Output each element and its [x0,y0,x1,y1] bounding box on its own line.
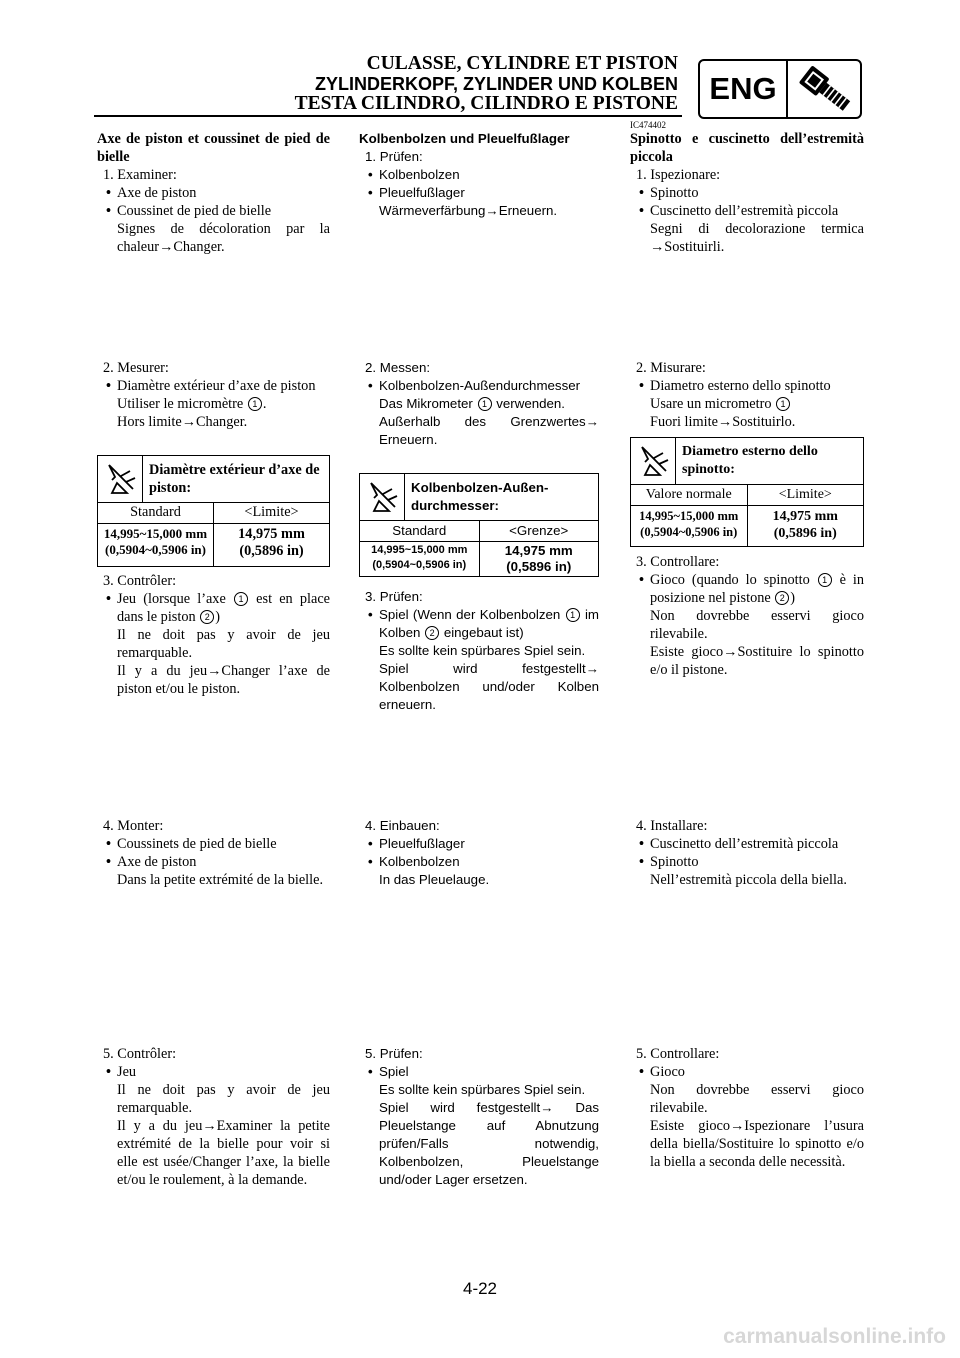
it-step-1-note: Segni di decolorazione termica →Sostituirli. [650,221,864,255]
it-spec-header [631,484,863,506]
de-step-5-note-2: Spiel wird festgestellt→ Das Pleuelstange auf Abnutzung prüfen/Falls notwendig, Kolbenbolzen, Pleuelstange und/oder Lager ersetzen. [379,1100,599,1187]
fr-step-3: 3. Contrôler: [103,573,177,589]
it-spec-lim-mm: 14,975 mm [772,509,838,524]
page-number: 4-22 [462,1279,498,1298]
it-spec-lim-in: (0,5896 in) [773,526,837,541]
it-step-5-item-1: • Gioco [630,1063,864,1081]
spec-divider [404,474,405,520]
de-step-4-note: In das Pleuelauge. [379,872,490,887]
de-step-4: 4. Einbauen: [365,818,440,833]
de-step-3-note-1: Es sollte kein spürbares Spiel sein. [379,643,586,658]
caliper-icon [106,462,136,496]
de-spec-header [360,520,598,542]
it-spec-standard-value [631,505,748,546]
it-section-4 [630,817,864,889]
section-badge-label: ENG [709,71,777,106]
de-spec-lim-mm: 14,975 mm [504,543,573,558]
fr-step-4-item-2: • Axe de piston [97,853,330,871]
de-spec-limit-value [480,541,599,576]
it-step-2-tool [630,395,864,413]
it-section-2 [630,359,864,431]
spec-divider [675,438,676,484]
section-badge [698,59,862,119]
fr-step-5-note-1: Il ne doit pas y avoir de jeu remarquable. [117,1082,330,1116]
it-section-1 [630,130,864,256]
it-step-4-item-1: • Cuscinetto dell’estremità piccola [630,835,864,853]
engine-bolt-icon [794,65,858,115]
watermark: carmanualsonline.info [723,1325,946,1348]
fr-step-3-text-a: Jeu (lorsque l’axe [117,591,226,607]
caliper-icon [368,480,398,514]
de-step-4-item-2: • Kolbenbolzen [359,853,599,871]
fr-step-1-note: Signes de décoloration par la chaleur→Changer. [117,221,330,255]
de-step-3-text-a: Spiel (Wenn der Kolbenbolzen [379,607,561,622]
it-step-3: 3. Controllare: [636,554,720,570]
fr-spec-std-in: (0,5904~0,5906 in) [104,542,206,557]
callout-2: 2 [425,626,439,640]
fr-step-3-item-1 [97,590,330,626]
it-section-3 [630,553,864,679]
de-step-1-item-2: • Pleuelfußlager [359,184,599,202]
de-spec-values [360,541,598,576]
it-spec-std-in: (0,5904~0,5906 in) [640,525,738,539]
it-step-3-text-c: ) [790,590,796,606]
fr-step-2-item-1: • Diamètre extérieur d’axe de piston [97,377,330,395]
de-step-3-text-b: im Kolben [379,607,599,640]
fr-step-3-note-1: Il ne doit pas y avoir de jeu remarquable. [117,627,330,661]
de-step-5-note-1: Es sollte kein spürbares Spiel sein. [379,1082,586,1097]
de-spec-col-limit: <Grenze> [509,523,569,538]
callout-1: 1 [776,397,790,411]
fr-heading: Axe de piston et coussinet de pied de bielle [97,131,330,165]
de-step-1-note: Wärmeverfärbung→Erneuern. [379,203,558,218]
callout-2: 2 [200,610,214,624]
fr-step-2-tool [97,395,330,413]
it-spec-col-limit: <Limite> [778,487,832,502]
it-step-2-tool-text: Usare un micrometro [650,396,772,412]
de-spec-title: Kolbenbolzen-Außen-durchmesser: [411,480,549,513]
it-step-1-item-1: • Spinotto [630,184,864,202]
header-rule [94,115,682,117]
de-step-3: 3. Prüfen: [365,589,423,604]
de-section-2 [359,359,599,449]
de-spec-col-standard: Standard [360,521,480,541]
fr-step-5-item-1: • Jeu [97,1063,330,1081]
de-step-3-text-c: eingebaut ist) [443,625,524,640]
it-step-2: 2. Misurare: [636,360,706,376]
it-step-5: 5. Controllare: [636,1046,720,1062]
fr-spec-col-standard: Standard [98,503,214,523]
fr-step-2: 2. Mesurer: [103,360,169,376]
fr-step-1-item-2: • Coussinet de pied de bielle [97,202,330,220]
de-section-5 [359,1045,599,1189]
it-heading: Spinotto e cuscinetto dell’estremità piccola [630,131,864,165]
fr-spec-values [98,523,329,566]
it-step-1: 1. Ispezionare: [636,167,721,183]
it-step-5-note-1: Non dovrebbe esservi gioco rilevabile. [650,1082,864,1116]
title-italian: TESTA CILINDRO, CILINDRO E PISTONE [294,93,678,114]
de-step-2-tool-b: verwenden. [496,396,565,411]
de-spec-lim-in: (0,5896 in) [506,559,572,574]
callout-1: 1 [248,397,262,411]
callout-2: 2 [775,591,789,605]
fr-section-2 [97,359,330,431]
fr-spec-standard-value [98,523,214,566]
spec-divider [142,456,143,502]
fr-section-3 [97,572,330,698]
callout-1: 1 [478,397,492,411]
fr-step-3-text-c: ) [215,609,220,625]
it-step-2-item-1: • Diametro esterno dello spinotto [630,377,864,395]
it-spec-box [630,437,864,547]
de-section-3 [359,588,599,714]
it-spec-limit-value [748,505,864,546]
fr-spec-header [98,502,329,524]
it-step-4-note: Nell’estremità piccola della biella. [650,872,847,888]
de-step-2: 2. Messen: [365,360,431,375]
fr-step-1-item-1: • Axe de piston [97,184,330,202]
it-spec-std-mm: 14,995~15,000 mm [639,509,739,523]
fr-step-4-item-1: • Coussinets de pied de bielle [97,835,330,853]
it-step-4-item-2: • Spinotto [630,853,864,871]
callout-1: 1 [566,608,580,622]
fr-step-2-tool-text: Utiliser le micromètre [117,396,244,412]
de-step-3-note-2: Spiel wird festgestellt→ Kolbenbolzen und/oder Kolben erneuern. [379,661,599,712]
it-step-3-text-a: Gioco (quando lo spinotto [650,572,810,588]
de-step-2-tool [359,395,599,413]
de-step-5: 5. Prüfen: [365,1046,423,1061]
de-heading: Kolbenbolzen und Pleuelfußlager [359,131,570,146]
de-section-1 [359,130,599,220]
it-step-3-text-b: è in posizione nel pistone [650,572,864,606]
fr-spec-std-mm: 14,995~15,000 mm [103,526,208,541]
fr-step-5-note-2: Il y a du jeu→Examiner la petite extrémité de la bielle pour voir si elle est usée/Changer l’axe, la bielle et/ou le roulement, à la demande. [117,1118,330,1188]
de-step-3-item-1 [359,606,599,642]
it-spec-col-standard: Valore normale [631,485,748,505]
fr-step-4: 4. Monter: [103,818,164,834]
fr-step-3-note-2: Il y a du jeu→Changer l’axe de piston et/ou le piston. [117,663,330,697]
it-step-4: 4. Installare: [636,818,708,834]
callout-1: 1 [818,573,832,587]
fr-step-2-limit: Hors limite→Changer. [117,414,248,430]
it-spec-values [631,505,863,546]
fr-step-3-text-b: est en place dans le piston [117,591,331,625]
title-german: ZYLINDERKOPF, ZYLINDER UND KOLBEN [314,74,678,94]
fr-step-1: 1. Examiner: [103,167,177,183]
fr-section-1 [97,130,330,256]
it-step-3-note-1: Non dovrebbe esservi gioco rilevabile. [650,608,864,642]
de-step-5-item-1: • Spiel [359,1063,599,1081]
de-step-1: 1. Prüfen: [365,149,423,164]
it-step-5-note-2: Esiste gioco→Ispezionare l’usura della biella/Sostituire lo spinotto e/o la biella a seconda delle necessità. [650,1118,864,1170]
de-spec-box [359,473,599,577]
de-step-2-limit: Außerhalb des Grenzwertes→ Erneuern. [379,414,599,447]
title-french: CULASSE, CYLINDRE ET PISTON [366,53,678,74]
it-step-1-item-2: • Cuscinetto dell’estremità piccola [630,202,864,220]
fr-step-5: 5. Contrôler: [103,1046,177,1062]
de-step-2-tool-a: Das Mikrometer [379,396,473,411]
de-step-4-item-1: • Pleuelfußlager [359,835,599,853]
fr-spec-lim-in: (0,5896 in) [239,543,304,559]
fr-step-2-tool-end: . [262,396,267,412]
fr-section-5 [97,1045,330,1189]
fr-spec-lim-mm: 14,975 mm [238,526,305,542]
it-spec-title: Diametro esterno dello spinotto: [682,444,818,477]
caliper-icon [639,444,669,478]
it-step-2-limit: Fuori limite→Sostituirlo. [650,414,796,430]
fr-section-4 [97,817,330,889]
it-step-3-note-2: Esiste gioco→Sostituire lo spinotto e/o il pistone. [650,644,864,678]
callout-1: 1 [234,592,248,606]
it-step-3-item-1 [630,571,864,607]
fr-spec-title: Diamètre extérieur d’axe de piston: [149,462,320,496]
de-section-4 [359,817,599,889]
fr-spec-box [97,455,330,567]
reference-code: IC474402 [630,120,666,130]
de-step-1-item-1: • Kolbenbolzen [359,166,599,184]
it-section-5 [630,1045,864,1171]
de-spec-standard-value [360,541,480,576]
de-step-2-item-1: • Kolbenbolzen-Außendurchmesser [359,377,599,395]
fr-spec-col-limit: <Limite> [244,504,299,520]
fr-spec-limit-value [214,523,329,566]
fr-step-4-note: Dans la petite extrémité de la bielle. [117,872,324,888]
de-spec-std-in: (0,5904~0,5906 in) [372,559,467,571]
badge-divider [786,61,788,117]
de-spec-std-mm: 14,995~15,000 mm [371,544,468,556]
